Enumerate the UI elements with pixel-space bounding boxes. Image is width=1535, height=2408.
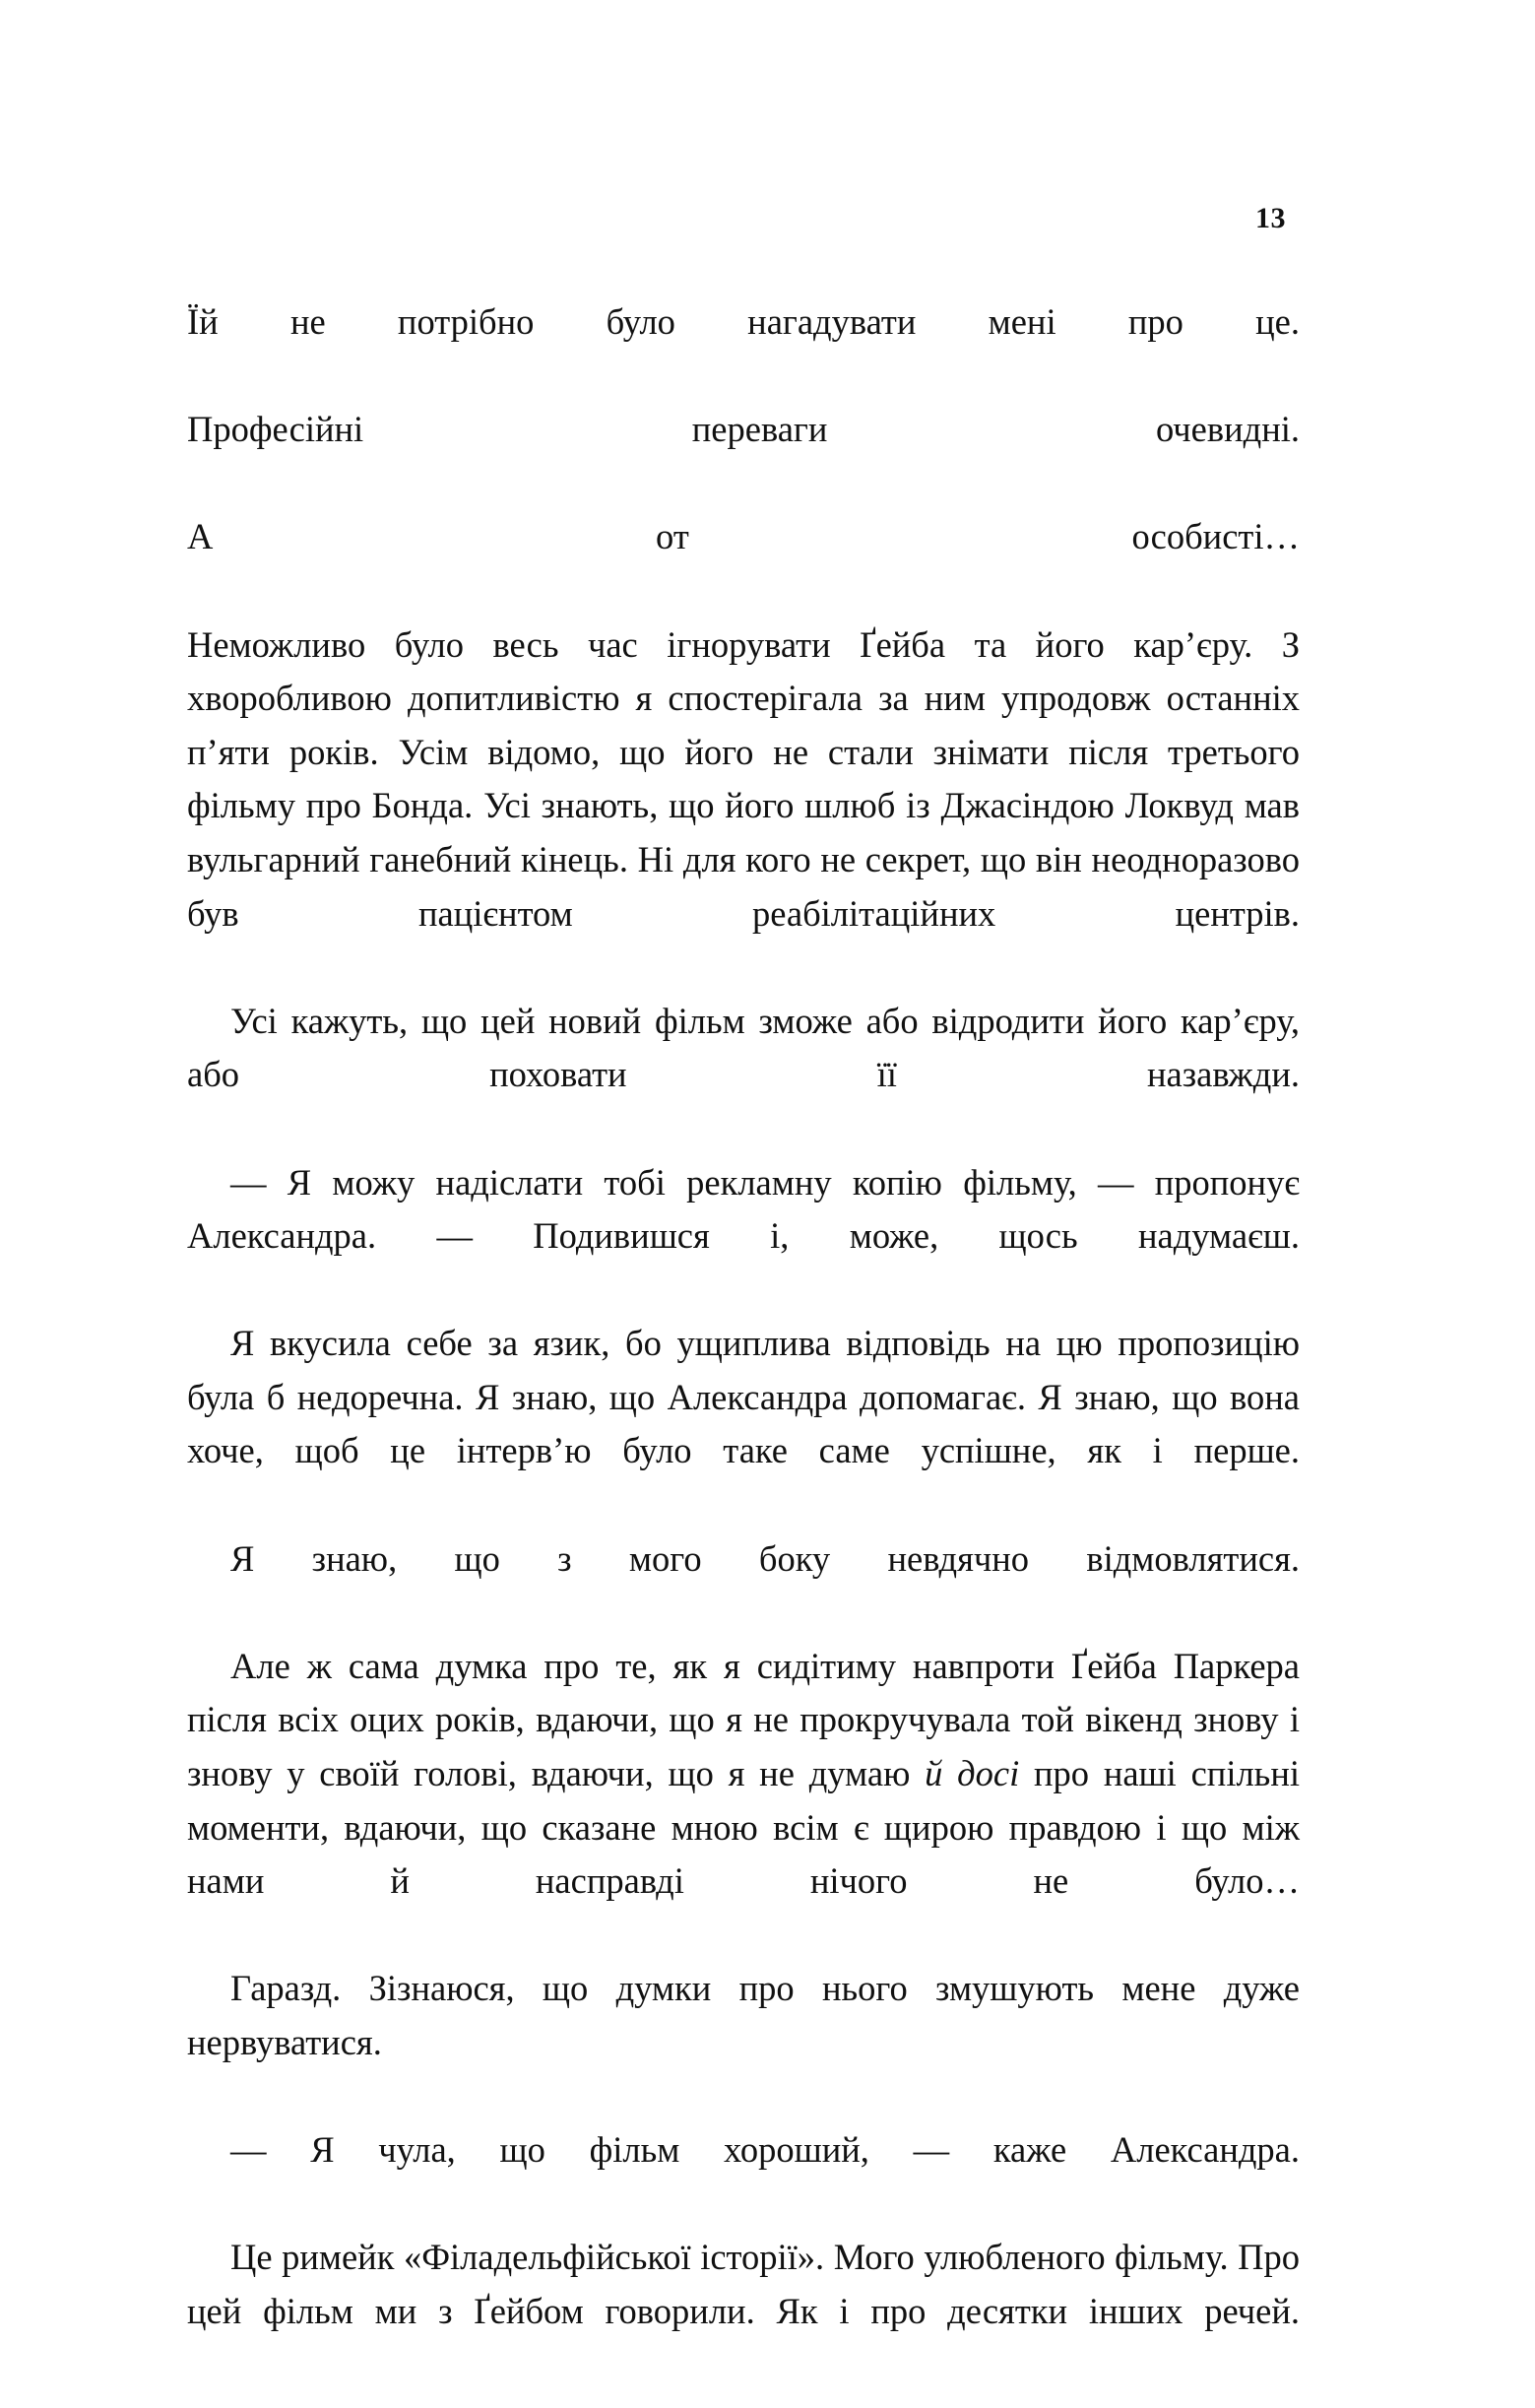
paragraph: Неможливо було весь час ігнорувати Ґейба та його кар’єру. З хворобливою допитливістю я спостерігала за ним упродовж останніх п’яти років. Усім відомо, що його не стали знімати після третього фільму про Бонда. Усі знають, що його шлюб із Джасіндою Локвуд мав вульгарний ганебний кінець. Ні для кого не секрет, що він неодноразово був пацієнтом реабілітаційних центрів.	[187, 623, 1300, 934]
page-body-text	[187, 295, 1300, 2392]
paragraph: Це римейк «Філадельфійської історії». Мого улюбленого фільму. Про цей фільм ми з Ґейбом говорили. Як і про десятки інших речей.	[187, 2237, 1300, 2331]
paragraph: Я знаю, що з мого боку невдячно відмовлятися.	[230, 1537, 1300, 1579]
page-number: 13	[1255, 202, 1286, 234]
paragraph: А от особисті…	[187, 516, 1300, 557]
paragraph: Гаразд. Зізнаюся, що думки про нього змушують мене дуже нервуватися.	[187, 1968, 1300, 2062]
paragraph: — Я чула, що фільм хороший, — каже Александра.	[230, 2129, 1300, 2171]
paragraph: Усі кажуть, що цей новий фільм зможе або відродити його кар’єру, або поховати її назавжди.	[187, 1000, 1300, 1095]
paragraph: Я вкусила себе за язик, бо ущиплива відповідь на цю пропозицію була б недоречна. Я знаю, що Александра допомагає. Я знаю, що вона хоче, щоб це інтерв’ю було таке саме успішне, як і перше.	[187, 1323, 1300, 1471]
paragraph-text-after-emphasis: про наші спільні моменти, вдаючи, що сказане мною всім є щирою правдою і що між нами й насправді нічого не було…	[187, 1753, 1300, 1902]
paragraph: Їй не потрібно було нагадувати мені про це.	[187, 301, 1300, 342]
paragraph: Професійні переваги очевидні.	[187, 409, 1300, 450]
emphasis-text: й досі	[925, 1753, 1020, 1794]
paragraph-with-emphasis	[187, 1640, 1300, 1963]
paragraph: — Я можу надіслати тобі рекламну копію фільму, — пропонує Александра. — Подивишся і, може, щось надумаєш.	[187, 1161, 1300, 1257]
paragraph-text-before-emphasis: Але ж сама думка про те, як я сидітиму навпроти Ґейба Паркера після всіх оцих років, вдаючи, що я не прокручувала той вікенд знову і знову у своїй голові, вдаючи, що я не думаю	[187, 1645, 1300, 1794]
